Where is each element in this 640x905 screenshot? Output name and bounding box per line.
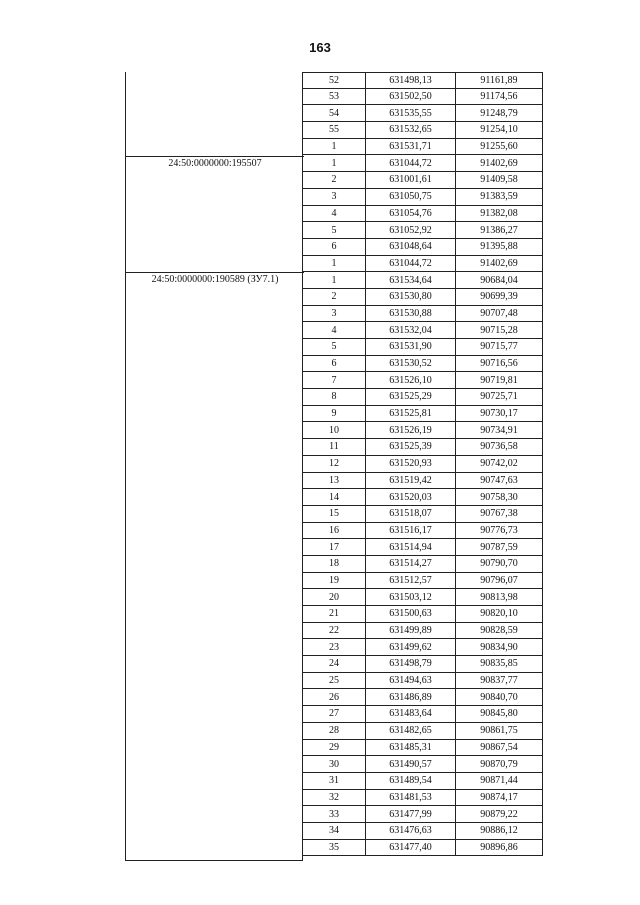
point-number: 17 <box>303 539 366 555</box>
x-coordinate: 631512,57 <box>366 573 456 589</box>
point-number: 1 <box>303 155 366 171</box>
point-number: 31 <box>303 773 366 789</box>
point-number: 16 <box>303 523 366 539</box>
table-row <box>303 356 543 373</box>
table-row <box>303 155 543 172</box>
x-coordinate: 631532,65 <box>366 122 456 138</box>
table-row <box>303 523 543 540</box>
table-row <box>303 289 543 306</box>
point-number: 8 <box>303 389 366 405</box>
y-coordinate: 91248,79 <box>456 105 543 121</box>
table-row <box>303 139 543 156</box>
x-coordinate: 631525,39 <box>366 439 456 455</box>
point-number: 6 <box>303 356 366 372</box>
coordinate-rows <box>303 72 543 856</box>
point-number: 30 <box>303 756 366 772</box>
table-row <box>303 556 543 573</box>
x-coordinate: 631494,63 <box>366 673 456 689</box>
table-row <box>303 105 543 122</box>
y-coordinate: 90828,59 <box>456 623 543 639</box>
point-number: 9 <box>303 406 366 422</box>
table-row <box>303 740 543 757</box>
point-number: 5 <box>303 222 366 238</box>
table-row <box>303 806 543 823</box>
point-number: 53 <box>303 89 366 105</box>
point-number: 4 <box>303 322 366 338</box>
y-coordinate: 91255,60 <box>456 139 543 155</box>
table-row <box>303 773 543 790</box>
x-coordinate: 631530,80 <box>366 289 456 305</box>
y-coordinate: 91254,10 <box>456 122 543 138</box>
y-coordinate: 90767,38 <box>456 506 543 522</box>
table-row <box>303 623 543 640</box>
x-coordinate: 631514,27 <box>366 556 456 572</box>
point-number: 5 <box>303 339 366 355</box>
point-number: 23 <box>303 639 366 655</box>
x-coordinate: 631526,10 <box>366 372 456 388</box>
table-row <box>303 272 543 289</box>
point-number: 14 <box>303 489 366 505</box>
table-row <box>303 189 543 206</box>
x-coordinate: 631518,07 <box>366 506 456 522</box>
point-number: 18 <box>303 556 366 572</box>
y-coordinate: 90715,28 <box>456 322 543 338</box>
x-coordinate: 631052,92 <box>366 222 456 238</box>
table-row <box>303 689 543 706</box>
y-coordinate: 90707,48 <box>456 306 543 322</box>
table-row <box>303 422 543 439</box>
y-coordinate: 90796,07 <box>456 573 543 589</box>
y-coordinate: 90734,91 <box>456 422 543 438</box>
y-coordinate: 90747,63 <box>456 473 543 489</box>
point-number: 22 <box>303 623 366 639</box>
table-row <box>303 322 543 339</box>
y-coordinate: 90758,30 <box>456 489 543 505</box>
y-coordinate: 90835,85 <box>456 656 543 672</box>
y-coordinate: 90699,39 <box>456 289 543 305</box>
x-coordinate: 631482,65 <box>366 723 456 739</box>
table-row <box>303 172 543 189</box>
y-coordinate: 91395,88 <box>456 239 543 255</box>
x-coordinate: 631490,57 <box>366 756 456 772</box>
x-coordinate: 631519,42 <box>366 473 456 489</box>
y-coordinate: 90886,12 <box>456 823 543 839</box>
x-coordinate: 631534,64 <box>366 272 456 288</box>
point-number: 11 <box>303 439 366 455</box>
table-row <box>303 706 543 723</box>
y-coordinate: 90787,59 <box>456 539 543 555</box>
x-coordinate: 631001,61 <box>366 172 456 188</box>
x-coordinate: 631044,72 <box>366 155 456 171</box>
x-coordinate: 631485,31 <box>366 740 456 756</box>
y-coordinate: 90715,77 <box>456 339 543 355</box>
table-row <box>303 723 543 740</box>
point-number: 3 <box>303 306 366 322</box>
point-number: 26 <box>303 689 366 705</box>
y-coordinate: 90834,90 <box>456 639 543 655</box>
x-coordinate: 631486,89 <box>366 689 456 705</box>
table-row <box>303 439 543 456</box>
point-number: 19 <box>303 573 366 589</box>
point-number: 20 <box>303 589 366 605</box>
x-coordinate: 631483,64 <box>366 706 456 722</box>
x-coordinate: 631526,19 <box>366 422 456 438</box>
y-coordinate: 90845,80 <box>456 706 543 722</box>
y-coordinate: 90742,02 <box>456 456 543 472</box>
x-coordinate: 631520,03 <box>366 489 456 505</box>
table-row <box>303 639 543 656</box>
point-number: 2 <box>303 289 366 305</box>
x-coordinate: 631535,55 <box>366 105 456 121</box>
x-coordinate: 631525,29 <box>366 389 456 405</box>
parcel-divider <box>126 272 304 273</box>
point-number: 10 <box>303 422 366 438</box>
table-row <box>303 339 543 356</box>
point-number: 6 <box>303 239 366 255</box>
point-number: 55 <box>303 122 366 138</box>
coordinates-table <box>125 72 543 861</box>
table-row <box>303 573 543 590</box>
table-row <box>303 306 543 323</box>
x-coordinate: 631477,40 <box>366 840 456 856</box>
y-coordinate: 90840,70 <box>456 689 543 705</box>
y-coordinate: 91174,56 <box>456 89 543 105</box>
point-number: 54 <box>303 105 366 121</box>
point-number: 35 <box>303 840 366 856</box>
x-coordinate: 631500,63 <box>366 606 456 622</box>
table-row <box>303 456 543 473</box>
x-coordinate: 631044,72 <box>366 256 456 272</box>
y-coordinate: 90896,86 <box>456 840 543 856</box>
point-number: 29 <box>303 740 366 756</box>
x-coordinate: 631530,52 <box>366 356 456 372</box>
table-row <box>303 840 543 857</box>
x-coordinate: 631502,50 <box>366 89 456 105</box>
table-row <box>303 406 543 423</box>
y-coordinate: 90719,81 <box>456 372 543 388</box>
y-coordinate: 90837,77 <box>456 673 543 689</box>
x-coordinate: 631477,99 <box>366 806 456 822</box>
y-coordinate: 90736,58 <box>456 439 543 455</box>
table-row <box>303 239 543 256</box>
x-coordinate: 631499,62 <box>366 639 456 655</box>
y-coordinate: 90716,56 <box>456 356 543 372</box>
page-number: 163 <box>309 40 331 55</box>
y-coordinate: 90790,70 <box>456 556 543 572</box>
table-row <box>303 756 543 773</box>
x-coordinate: 631476,63 <box>366 823 456 839</box>
point-number: 1 <box>303 272 366 288</box>
point-number: 33 <box>303 806 366 822</box>
y-coordinate: 90820,10 <box>456 606 543 622</box>
table-row <box>303 489 543 506</box>
point-number: 3 <box>303 189 366 205</box>
y-coordinate: 91382,08 <box>456 206 543 222</box>
y-coordinate: 91383,59 <box>456 189 543 205</box>
table-row <box>303 72 543 89</box>
x-coordinate: 631525,81 <box>366 406 456 422</box>
y-coordinate: 91386,27 <box>456 222 543 238</box>
point-number: 32 <box>303 790 366 806</box>
table-row <box>303 589 543 606</box>
x-coordinate: 631520,93 <box>366 456 456 472</box>
x-coordinate: 631048,64 <box>366 239 456 255</box>
point-number: 24 <box>303 656 366 672</box>
table-row <box>303 473 543 490</box>
table-row <box>303 122 543 139</box>
point-number: 1 <box>303 139 366 155</box>
point-number: 28 <box>303 723 366 739</box>
table-row <box>303 206 543 223</box>
x-coordinate: 631481,53 <box>366 790 456 806</box>
table-row <box>303 222 543 239</box>
point-number: 52 <box>303 73 366 88</box>
x-coordinate: 631498,13 <box>366 73 456 88</box>
y-coordinate: 90879,22 <box>456 806 543 822</box>
x-coordinate: 631489,54 <box>366 773 456 789</box>
x-coordinate: 631050,75 <box>366 189 456 205</box>
x-coordinate: 631530,88 <box>366 306 456 322</box>
point-number: 21 <box>303 606 366 622</box>
table-row <box>303 606 543 623</box>
point-number: 25 <box>303 673 366 689</box>
y-coordinate: 90730,17 <box>456 406 543 422</box>
y-coordinate: 91402,69 <box>456 256 543 272</box>
table-row <box>303 539 543 556</box>
y-coordinate: 91402,69 <box>456 155 543 171</box>
point-number: 4 <box>303 206 366 222</box>
y-coordinate: 90725,71 <box>456 389 543 405</box>
x-coordinate: 631514,94 <box>366 539 456 555</box>
x-coordinate: 631531,71 <box>366 139 456 155</box>
y-coordinate: 90871,44 <box>456 773 543 789</box>
table-row <box>303 372 543 389</box>
y-coordinate: 90684,04 <box>456 272 543 288</box>
y-coordinate: 90813,98 <box>456 589 543 605</box>
parcel-cadastral-number: 24:50:0000000:195507 <box>168 157 262 169</box>
point-number: 34 <box>303 823 366 839</box>
point-number: 2 <box>303 172 366 188</box>
table-row <box>303 823 543 840</box>
x-coordinate: 631531,90 <box>366 339 456 355</box>
y-coordinate: 90874,17 <box>456 790 543 806</box>
table-row <box>303 506 543 523</box>
y-coordinate: 91161,89 <box>456 73 543 88</box>
y-coordinate: 90861,75 <box>456 723 543 739</box>
point-number: 7 <box>303 372 366 388</box>
table-row <box>303 656 543 673</box>
point-number: 27 <box>303 706 366 722</box>
table-row <box>303 89 543 106</box>
x-coordinate: 631516,17 <box>366 523 456 539</box>
x-coordinate: 631498,79 <box>366 656 456 672</box>
y-coordinate: 91409,58 <box>456 172 543 188</box>
x-coordinate: 631503,12 <box>366 589 456 605</box>
table-row <box>303 389 543 406</box>
x-coordinate: 631532,04 <box>366 322 456 338</box>
y-coordinate: 90867,54 <box>456 740 543 756</box>
table-row <box>303 790 543 807</box>
parcel-cadastral-number: 24:50:0000000:190589 (ЗУ7.1) <box>151 274 279 286</box>
point-number: 13 <box>303 473 366 489</box>
parcel-divider <box>126 156 304 157</box>
y-coordinate: 90870,79 <box>456 756 543 772</box>
point-number: 15 <box>303 506 366 522</box>
point-number: 12 <box>303 456 366 472</box>
parcel-column <box>125 72 303 861</box>
y-coordinate: 90776,73 <box>456 523 543 539</box>
table-row <box>303 256 543 273</box>
x-coordinate: 631499,89 <box>366 623 456 639</box>
point-number: 1 <box>303 256 366 272</box>
x-coordinate: 631054,76 <box>366 206 456 222</box>
table-row <box>303 673 543 690</box>
